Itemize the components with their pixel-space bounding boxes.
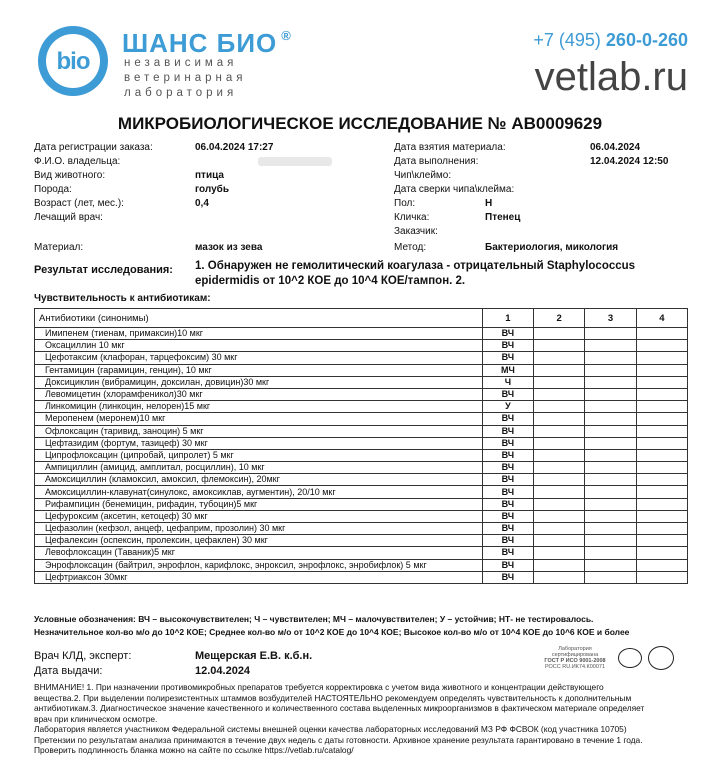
table-row — [35, 340, 688, 352]
result-col-3 — [585, 498, 636, 510]
table-row — [35, 571, 688, 583]
table-row — [35, 376, 688, 388]
antibiotic-name: Цефтриаксон 30мкг — [35, 571, 483, 583]
done-date-label: Дата выполнения: — [394, 156, 479, 167]
doctor-label: Лечащий врач: — [34, 212, 103, 223]
result-col-3 — [585, 364, 636, 376]
table-row — [35, 547, 688, 559]
result-col-4 — [636, 547, 687, 559]
result-col-4 — [636, 352, 687, 364]
reg-date-label: Дата регистрации заказа: — [34, 142, 153, 153]
registered-mark: ® — [281, 28, 292, 43]
gost-mark-icon — [648, 646, 674, 670]
phone: +7 (495) 260-0-260 — [533, 30, 688, 50]
result-label: Результат исследования: — [34, 264, 173, 276]
age-label: Возраст (лет, мес.): — [34, 198, 124, 209]
result-col-2 — [534, 352, 585, 364]
result-col-4 — [636, 498, 687, 510]
footer-notes — [34, 682, 684, 756]
result-col-2 — [534, 535, 585, 547]
footer-line: Лаборатория является участником Федеральной системы внешней оценки качества лабораторных исследований МЗ РФ ФСВОК (код участника 10705) — [34, 724, 627, 734]
table-row — [35, 364, 688, 376]
result-col-1: ВЧ — [482, 498, 533, 510]
header-antibiotics: Антибиотики (синонимы) — [35, 309, 483, 328]
sensitivity-label: Чувствительность к антибиотикам: — [34, 293, 211, 304]
table-row — [35, 388, 688, 400]
result-col-1: ВЧ — [482, 352, 533, 364]
result-col-4 — [636, 413, 687, 425]
antibiotic-name: Имипенем (тиенам, примаксин)10 мкг — [35, 328, 483, 340]
result-col-2 — [534, 328, 585, 340]
result-col-1: У — [482, 401, 533, 413]
document-title: МИКРОБИОЛОГИЧЕСКОЕ ИССЛЕДОВАНИЕ № АВ0009629 — [117, 114, 603, 133]
antibiotic-name: Линкомицин (линкоцин, нелорен)15 мкг — [35, 401, 483, 413]
sex: Н — [485, 198, 493, 209]
result-col-3 — [585, 437, 636, 449]
result-col-1: ВЧ — [482, 510, 533, 522]
result-line-1: 1. Обнаружен не гемолитический коагулаза - отрицательный Staphylococcus — [195, 260, 636, 272]
result-col-3 — [585, 523, 636, 535]
doctor-sign-label: Врач КЛД, эксперт: — [34, 650, 132, 662]
result-col-3 — [585, 559, 636, 571]
result-col-3 — [585, 547, 636, 559]
result-col-1: Ч — [482, 376, 533, 388]
method-label: Метод: — [394, 242, 427, 253]
result-col-1: ВЧ — [482, 425, 533, 437]
result-col-4 — [636, 425, 687, 437]
site-url: vetlab.ru — [534, 55, 688, 99]
brand-sub-1: независимая — [124, 57, 238, 69]
result-col-4 — [636, 376, 687, 388]
done-date: 12.04.2024 12:50 — [590, 156, 669, 167]
nick: Птенец — [485, 212, 521, 223]
nick-label: Кличка: — [394, 212, 430, 223]
result-col-4 — [636, 571, 687, 583]
antibiotic-name: Амоксициллин-клавунат(синулокс, амоксиклав, аугментин), 20/10 мкг — [35, 486, 483, 498]
result-col-1: ВЧ — [482, 547, 533, 559]
result-col-4 — [636, 474, 687, 486]
chip-check-label: Дата сверки чипа\клейма: — [394, 184, 515, 195]
result-col-4 — [636, 437, 687, 449]
result-col-1: ВЧ — [482, 559, 533, 571]
brand-sub-2: ветеринарная — [124, 72, 247, 84]
table-row — [35, 474, 688, 486]
result-col-4 — [636, 510, 687, 522]
footer-line: ВНИМАНИЕ! 1. При назначении противомикробных препаратов требуется корректировка с учетом вида животного и концентрации действующего — [34, 682, 604, 692]
breed: голубь — [195, 184, 229, 195]
table-row — [35, 462, 688, 474]
legend-1: Условные обозначения: ВЧ – высокочувствителен; Ч – чувствителен; МЧ – малочувствителен; У – устойчив; НТ- не тестировалось. — [34, 614, 594, 624]
owner-label: Ф.И.О. владельца: — [34, 156, 121, 167]
antibiotic-name: Левомицетин (хлорамфеникол)30 мкг — [35, 388, 483, 400]
result-col-1: ВЧ — [482, 474, 533, 486]
antibiotic-name: Рифампицин (бенемицин, рифадин, тубоцин)5 мкг — [35, 498, 483, 510]
material: мазок из зева — [195, 242, 263, 253]
result-col-2 — [534, 449, 585, 461]
antibiotic-name: Меропенем (меронем)10 мкг — [35, 413, 483, 425]
result-col-3 — [585, 535, 636, 547]
pct-mark-icon — [618, 648, 642, 668]
antibiotic-name: Энрофлоксацин (байтрил, энрофлон, карифлокс, энроксил, энрофлокс, энробифлок) 5 мкг — [35, 559, 483, 571]
method: Бактериология, микология — [485, 242, 619, 253]
result-col-2 — [534, 401, 585, 413]
table-row — [35, 498, 688, 510]
customer-label: Заказчик: — [394, 226, 438, 237]
antibiotic-name: Оксациллин 10 мкг — [35, 340, 483, 352]
antibiotic-name: Гентамицин (гарамицин, генцин), 10 мкг — [35, 364, 483, 376]
result-line-2: epidermidis от 10^2 КОЕ до 10^4 КОЕ/тампон. 2. — [195, 275, 466, 287]
result-col-3 — [585, 328, 636, 340]
sample-date-label: Дата взятия материала: — [394, 142, 506, 153]
table-row — [35, 413, 688, 425]
result-col-2 — [534, 523, 585, 535]
antibiotic-name: Цефотаксим (клафоран, тарцефоксим) 30 мкг — [35, 352, 483, 364]
logo-text: bio — [56, 48, 90, 75]
antibiotic-name: Цефалексин (оспексин, пролексин, цефаклен) 30 мкг — [35, 535, 483, 547]
result-col-1: ВЧ — [482, 486, 533, 498]
table-row — [35, 437, 688, 449]
header-col-2: 2 — [534, 309, 585, 328]
result-col-3 — [585, 352, 636, 364]
age: 0,4 — [195, 198, 209, 209]
issue-date-label: Дата выдачи: — [34, 665, 103, 677]
result-col-3 — [585, 413, 636, 425]
result-col-2 — [534, 559, 585, 571]
result-col-2 — [534, 425, 585, 437]
result-col-3 — [585, 571, 636, 583]
result-col-1: ВЧ — [482, 328, 533, 340]
table-row — [35, 510, 688, 522]
result-col-4 — [636, 449, 687, 461]
footer-line: антибиотикам.3. Диагностическое значение качественного и количественного состава выделенных микроорганизмов в фактическом материале определяет — [34, 703, 645, 713]
owner-redacted — [258, 157, 332, 166]
header-col-4: 4 — [636, 309, 687, 328]
result-col-2 — [534, 571, 585, 583]
issue-date: 12.04.2024 — [195, 665, 251, 677]
result-col-2 — [534, 547, 585, 559]
table-row — [35, 425, 688, 437]
result-col-2 — [534, 413, 585, 425]
result-col-4 — [636, 523, 687, 535]
footer-line: Проверить подлинность бланка можно на сайте по ссылке https://vetlab.ru/catalog/ — [34, 745, 354, 755]
result-col-3 — [585, 340, 636, 352]
antibiotic-name: Доксициклин (вибрамицин, доксилан, довицин)30 мкг — [35, 376, 483, 388]
species: птица — [195, 170, 224, 181]
chip-label: Чип\клеймо: — [394, 170, 452, 181]
table-row — [35, 328, 688, 340]
reg-date: 06.04.2024 17:27 — [195, 142, 274, 153]
antibiotic-name: Цефтазидим (фортум, тазицеф) 30 мкг — [35, 437, 483, 449]
table-row — [35, 535, 688, 547]
antibiotic-name: Офлоксацин (таривид, заноцин) 5 мкг — [35, 425, 483, 437]
antibiotic-name: Цефазолин (кефзол, анцеф, цефаприм, прозолин) 30 мкг — [35, 523, 483, 535]
table-row — [35, 559, 688, 571]
result-col-1: ВЧ — [482, 535, 533, 547]
table-row — [35, 352, 688, 364]
result-col-1: ВЧ — [482, 571, 533, 583]
antibiotic-table — [34, 308, 688, 584]
result-col-1: ВЧ — [482, 449, 533, 461]
result-col-2 — [534, 498, 585, 510]
result-col-2 — [534, 510, 585, 522]
header-col-3: 3 — [585, 309, 636, 328]
brand-name: ШАНС БИО ® — [122, 28, 292, 58]
result-col-3 — [585, 510, 636, 522]
result-col-2 — [534, 364, 585, 376]
result-col-1: МЧ — [482, 364, 533, 376]
result-col-4 — [636, 364, 687, 376]
header-col-1: 1 — [482, 309, 533, 328]
result-col-2 — [534, 388, 585, 400]
result-col-3 — [585, 449, 636, 461]
result-col-2 — [534, 462, 585, 474]
result-col-1: ВЧ — [482, 462, 533, 474]
antibiotic-name: Цефуроксим (аксетин, кетоцеф) 30 мкг — [35, 510, 483, 522]
antibiotic-name: Ципрофлоксацин (ципробай, ципролет) 5 мкг — [35, 449, 483, 461]
result-col-4 — [636, 535, 687, 547]
result-col-4 — [636, 559, 687, 571]
doctor-sign: Мещерская Е.В. к.б.н. — [195, 650, 313, 662]
result-col-3 — [585, 486, 636, 498]
antibiotic-name: Ампициллин (амицид, амплитал, росциллин), 10 мкг — [35, 462, 483, 474]
result-col-2 — [534, 474, 585, 486]
result-col-4 — [636, 486, 687, 498]
antibiotic-name: Амоксициллин (кламоксил, амоксил, флемоксин), 20мкг — [35, 474, 483, 486]
result-col-1: ВЧ — [482, 388, 533, 400]
species-label: Вид животного: — [34, 170, 106, 181]
result-col-3 — [585, 425, 636, 437]
result-col-2 — [534, 340, 585, 352]
table-row — [35, 486, 688, 498]
table-row — [35, 449, 688, 461]
result-col-2 — [534, 437, 585, 449]
result-col-4 — [636, 462, 687, 474]
brand-sub-3: лаборатория — [124, 87, 238, 99]
result-col-4 — [636, 340, 687, 352]
result-col-3 — [585, 401, 636, 413]
result-col-1: ВЧ — [482, 523, 533, 535]
result-col-1: ВЧ — [482, 413, 533, 425]
table-header-row — [35, 309, 688, 328]
result-col-3 — [585, 388, 636, 400]
result-col-4 — [636, 328, 687, 340]
breed-label: Порода: — [34, 184, 72, 195]
result-col-3 — [585, 462, 636, 474]
sample-date: 06.04.2024 — [590, 142, 641, 153]
sex-label: Пол: — [394, 198, 416, 209]
result-col-1: ВЧ — [482, 340, 533, 352]
result-col-2 — [534, 486, 585, 498]
result-col-2 — [534, 376, 585, 388]
footer-line: Претензии по результатам анализа принимаются в течение двух недель с даты готовности. Архивное хранение результата гарантировано в течение 1 года. — [34, 734, 643, 745]
result-col-3 — [585, 376, 636, 388]
antibiotic-name: Левофлоксацин (Таваник)5 мкг — [35, 547, 483, 559]
footer-line: врач при клиническом осмотре. — [34, 713, 158, 724]
footer-line: вещества.2. При выделении полирезистентных штаммов возбудителей НАСТОЯТЕЛЬНО рекомендуем определять чувствительность к дополнительным — [34, 692, 632, 703]
table-row — [35, 523, 688, 535]
result-col-4 — [636, 401, 687, 413]
result-col-1: ВЧ — [482, 437, 533, 449]
table-row — [35, 401, 688, 413]
result-col-4 — [636, 388, 687, 400]
legend-2: Незначительное кол-во м/о до 10^2 КОЕ; Среднее кол-во м/о от 10^2 КОЕ до 10^4 КОЕ; Высокое кол-во м/о от 10^4 КОЕ до 10^6 КОЕ и более — [34, 627, 630, 637]
material-label: Материал: — [34, 242, 84, 253]
result-col-3 — [585, 474, 636, 486]
certification-note: Лаборатория сертифицирована ГОСТ Р ИСО 9001-2008 РОСС RU.ИК74.К00071 — [544, 646, 606, 670]
